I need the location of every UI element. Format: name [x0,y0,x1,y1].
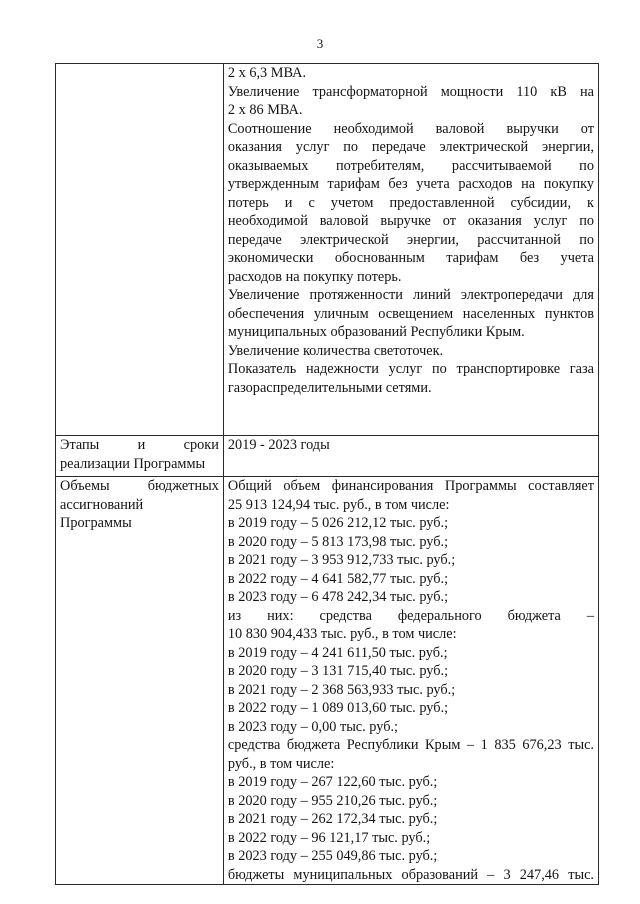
text-line: оказания услуг по передаче электрической энергии, [227,139,594,155]
text-line: Увеличение протяженности линий электропередачи для [227,287,594,303]
text-line: 2 х 86 МВА. [227,102,303,118]
text-line: муниципальных образований Республики Крым. [227,324,525,340]
text-line: 25 913 124,94 тыс. руб., в том числе: [227,496,450,513]
text-line: утвержденным тарифам без учета расходов на покупку [227,176,594,192]
text-line: в 2021 году – 262 172,34 тыс. руб.; [227,811,438,827]
text-line: 2 х 6,3 МВА. [227,65,307,81]
text-line: расходов на покупку потерь. [227,268,402,285]
row-value-indicators [223,64,598,436]
text-line: потерь и с учетом предоставленной субсидии, к [227,194,594,211]
text-line: обеспечения уличным освещением населенных пунктов [227,305,594,322]
text-line: 2019 - 2023 годы [227,437,330,453]
text-line: в 2023 году – 0,00 тыс. руб.; [227,718,399,735]
text-line: в 2021 году – 3 953 912,733 тыс. руб.; [227,552,456,568]
label-line: реализации Программы [60,455,206,472]
text-line: в 2022 году – 4 641 582,77 тыс. руб.; [227,570,449,587]
text-line: в 2019 году – 5 026 212,12 тыс. руб.; [227,515,449,531]
text-line: бюджеты муниципальных образований – 3 247,46 тыс. [227,866,594,883]
text-line: экономически обоснованным тарифам без учета [227,250,594,266]
text-line: в 2019 году – 4 241 611,50 тыс. руб.; [227,644,448,661]
label-line: Программы [60,515,132,531]
text-line: из них: средства федерального бюджета – [227,607,594,624]
text-line: Увеличение количества светоточек. [227,342,444,359]
label-line: Этапы и сроки [60,437,219,453]
text-line: оказываемых потребителям, рассчитываемой по [227,157,594,174]
text-line: Общий объем финансирования Программы составляет [227,478,594,494]
text-line: 10 830 904,433 тыс. руб., в том числе: [227,626,457,642]
label-line: ассигнований [60,496,144,513]
text-line: Увеличение трансформаторной мощности 110 кВ на [227,83,594,100]
row-label-stages [56,436,224,477]
text-line: передаче электрической энергии, рассчитанной по [227,231,594,248]
text-line: Показатель надежности услуг по транспортировке газа [227,361,594,377]
text-line: Соотношение необходимой валовой выручки от [227,120,594,137]
text-line: средства бюджета Республики Крым – 1 835 676,23 тыс. [227,737,594,753]
table-row-stages [56,436,599,477]
text-line: в 2023 году – 6 478 242,34 тыс. руб.; [227,589,449,605]
table-row-budget [56,477,599,885]
text-line: в 2021 году – 2 368 563,933 тыс. руб.; [227,681,456,698]
text-line: в 2022 году – 96 121,17 тыс. руб.; [227,829,431,846]
row-label-budget [56,477,224,885]
row-value-stages [223,436,598,477]
label-line: Объемы бюджетных [60,478,219,494]
text-line: в 2020 году – 5 813 173,98 тыс. руб.; [227,533,449,550]
row-value-budget [223,477,598,885]
table-row-indicators [56,64,599,436]
page-number: 3 [316,36,324,51]
program-passport-table [55,63,599,885]
text-line: в 2019 году – 267 122,60 тыс. руб.; [227,774,438,790]
text-line: газораспределительными сетями. [227,379,432,396]
row-label-empty [56,64,224,436]
text-line: необходимой валовой выручке от оказания услуг по [227,213,594,229]
text-line: в 2022 году – 1 089 013,60 тыс. руб.; [227,700,449,716]
text-line: в 2020 году – 3 131 715,40 тыс. руб.; [227,663,449,679]
text-line: в 2020 году – 955 210,26 тыс. руб.; [227,792,438,809]
text-line: в 2023 году – 255 049,86 тыс. руб.; [227,848,438,864]
text-line: руб., в том числе: [227,755,335,772]
